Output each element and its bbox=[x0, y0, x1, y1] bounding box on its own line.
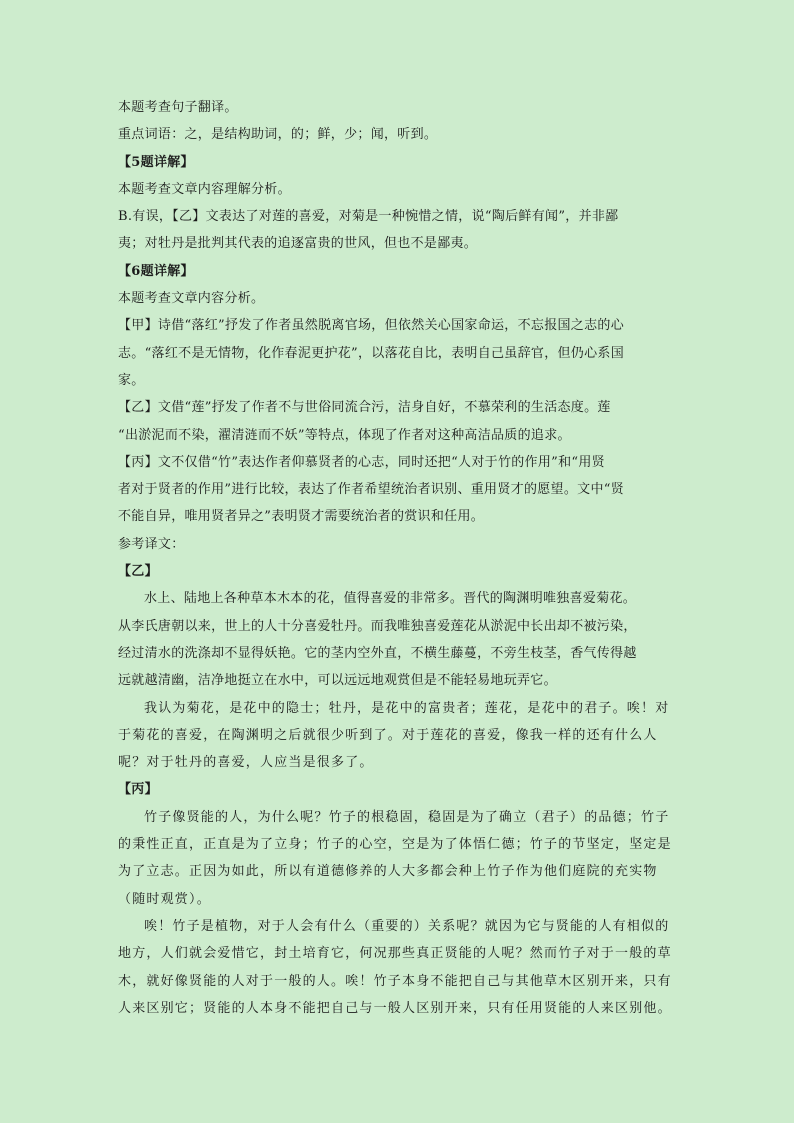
text-line: 本题考查文章内容分析。 bbox=[118, 291, 265, 307]
text-line: 【丙】文不仅借“竹”表达作者仰慕贤者的心志，同时还把“人对于竹的作用”和“用贤 bbox=[118, 454, 605, 470]
text-line: 不能自异，唯用贤者异之”表明贤才需要统治者的赏识和任用。 bbox=[118, 509, 485, 525]
text-line: 从李氏唐朝以来，世上的人十分喜爱牡丹。而我唯独喜爱莲花从淤泥中长出却不被污染， bbox=[118, 618, 637, 634]
text-line: 经过清水的洗涤却不显得妖艳。它的茎内空外直，不横生藤蔓，不旁生枝茎，香气传得越 bbox=[118, 645, 637, 661]
text-line: 本题考查文章内容理解分析。 bbox=[118, 181, 291, 197]
text-line: 的秉性正直，正直是为了立身；竹子的心空，空是为了体悟仁德；竹子的节坚定，坚定是 bbox=[118, 837, 672, 853]
section-heading: 【6题详解】 bbox=[118, 263, 194, 279]
document-body bbox=[118, 94, 672, 1022]
text-line: 者对于贤者的作用”进行比较，表达了作者希望统治者识别、重用贤才的愿望。文中“贤 bbox=[118, 482, 624, 498]
text-line: 志。“落红不是无情物，化作春泥更护花”，以落花自比，表明自己虽辞官，但仍心系国 bbox=[118, 345, 624, 361]
text-line: 呢？对于牡丹的喜爱，人应当是很多了。 bbox=[118, 755, 374, 771]
text-line: 重点词语：之，是结构助词，的；鲜，少；闻，听到。 bbox=[118, 127, 438, 143]
text-line: 为了立志。正因为如此，所以有道德修养的人大多都会种上竹子作为他们庭院的充实物 bbox=[118, 864, 658, 880]
section-heading: 【乙】 bbox=[118, 564, 158, 580]
section-heading: 【丙】 bbox=[118, 782, 158, 798]
text-line: B.有误，【乙】文表达了对莲的喜爱，对菊是一种惋惜之情，说“陶后鲜有闻”，并非鄙 bbox=[118, 209, 619, 225]
text-line: 唉！竹子是植物，对于人会有什么（重要的）关系呢？就因为它与贤能的人有相似的 bbox=[144, 918, 670, 934]
text-line: （随时观赏）。 bbox=[118, 891, 211, 907]
text-line: 竹子像贤能的人，为什么呢？竹子的根稳固，稳固是为了确立（君子）的品德；竹子 bbox=[144, 809, 670, 825]
text-line: 【乙】文借“莲”抒发了作者不与世俗同流合污，洁身自好，不慕荣利的生活态度。莲 bbox=[118, 400, 611, 416]
text-line: 【甲】诗借“落红”抒发了作者虽然脱离官场，但依然关心国家命运，不忘报国之志的心 bbox=[118, 318, 624, 334]
text-line: 水上、陆地上各种草本木本的花，值得喜爱的非常多。晋代的陶渊明唯独喜爱菊花。 bbox=[144, 591, 637, 607]
text-line: “出淤泥而不染，濯清涟而不妖”等特点，体现了作者对这种高洁品质的追求。 bbox=[118, 427, 571, 443]
section-heading: 【5题详解】 bbox=[118, 154, 194, 170]
text-line: 夷；对牡丹是批判其代表的追逐富贵的世风，但也不是鄙夷。 bbox=[118, 236, 478, 252]
text-line: 地方，人们就会爱惜它，封土培育它，何况那些真正贤能的人呢？然而竹子对于一般的草 bbox=[118, 946, 672, 962]
text-line: 本题考查句子翻译。 bbox=[118, 100, 238, 115]
text-line: 参考译文： bbox=[118, 536, 185, 552]
text-line: 人来区别它；贤能的人本身不能把自己与一般人区别开来，只有任用贤能的人来区别他。 bbox=[118, 1000, 672, 1016]
text-line: 家。 bbox=[118, 372, 145, 388]
text-line: 木，就好像贤能的人对于一般的人。唉！竹子本身不能把自己与其他草木区别开来，只有 bbox=[118, 973, 672, 989]
text-line: 远就越清幽，洁净地挺立在水中，可以远远地观赏但是不能轻易地玩弄它。 bbox=[118, 673, 557, 689]
text-line: 我认为菊花，是花中的隐士；牡丹，是花中的富贵者；莲花，是花中的君子。唉！对 bbox=[144, 700, 670, 716]
text-line: 于菊花的喜爱，在陶渊明之后就很少听到了。对于莲花的喜爱，像我一样的还有什么人 bbox=[118, 727, 658, 743]
